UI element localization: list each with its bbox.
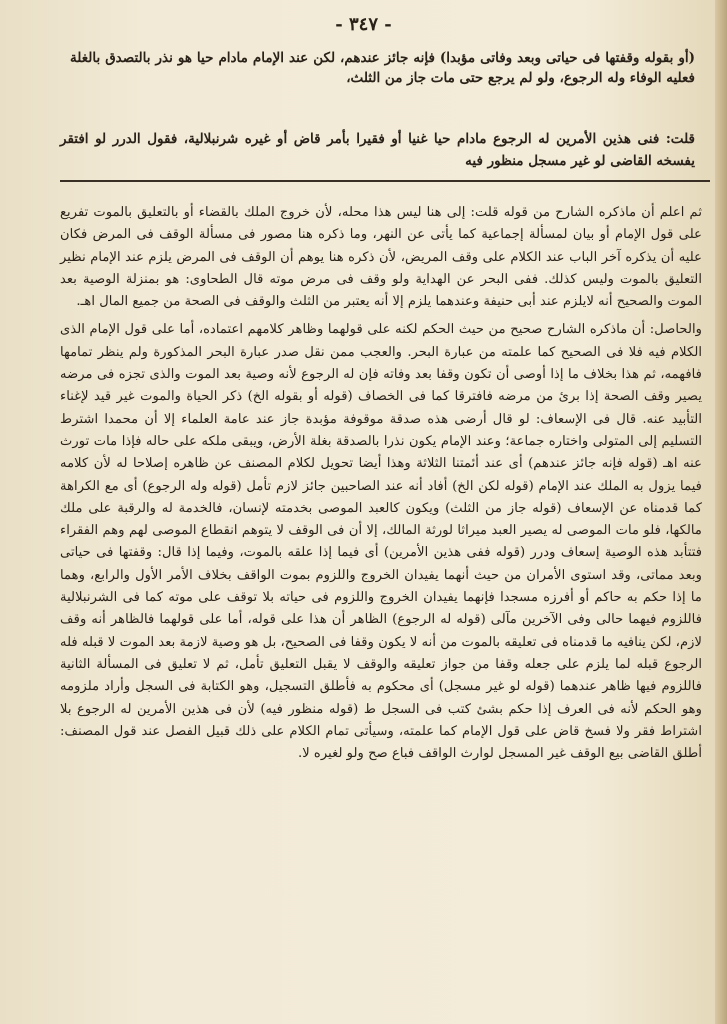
qultu-paragraph: قلت: فنى هذين الأمرين له الرجوع مادام حيا غنيا أو فقيرا بأمر قاض أو غيره شرنبلالية، فقول الدرر لو افتقر يفسخه القاضى لو غير مسجل منظور فيه xyxy=(60,131,695,169)
main-commentary-block xyxy=(60,202,702,765)
top-commentary-block xyxy=(70,48,695,88)
main-paragraph-1: ثم اعلم أن ماذكره الشارح من قوله قلت: إلى هنا ليس هذا محله، لأن خروج الملك بالقضاء أو بالتعليق بالموت تفريع على قول الإمام أو بيان لمسألة إجماعية كما يأتى عن النهر، وما ذكره هنا مصور فى مسألة الوقف فى المرض فكان عليه أن يذكره آخر الباب عند الكلام على وقف المريض، لأن ذكره هنا يوهم أن الوقف فى المرض يلزم عند الإمام نظير التعليق بالموت وليس كذلك. ففى البحر عن الهداية ولو وقف فى مرض موته قال الطحاوى: هو بمنزلة الوصية بعد الموت والصحيح أنه لايلزم عند أبى حنيفة وعندهما يلزم إلا أنه يعتبر من الثلث والوقف فى الصحة من جميع المال اهـ. xyxy=(60,205,702,310)
top-commentary-paragraph: (أو بقوله وقفتها فى حياتى وبعد وفاتى مؤبدا) فإنه جائز عندهم، لكن عند الإمام مادام حيا هو نذر بالتصدق بالغلة فعليه الوفاء وله الرجوع، ولو لم يرجع حتى مات جاز من الثلث، xyxy=(70,50,695,86)
qultu-block xyxy=(60,128,695,172)
page-number: - ٣٤٧ - xyxy=(335,14,392,35)
section-divider xyxy=(60,180,710,182)
book-spine-edge xyxy=(715,0,727,1024)
main-paragraph-2: والحاصل: أن ماذكره الشارح صحيح من حيث الحكم لكنه على قولهما وظاهر كلامهم اعتماده، أما على قول الإمام الذى الكلام فيه فلا فى الصحيح كما علمته من عبارة البحر. والعجب ممن نقل صدر عبارة البحر المذكورة ولم ينظر تمامها فافهمه، ثم هذا بخلاف ما إذا أوصى أن تكون وقفا بعد وفاته فإن له الرجوع لأنه وصية بعد الموت والذى تجزه فى مرضه يصير وقف الصحة إذا برئ من مرضه فافترقا كما فى الخصاف (قوله أو بقوله الخ) ذكر الحياة والموت غير قيد لإغناء التأبيد عنه. قال فى الإسعاف: لو قال أرضى هذه صدقة موقوفة مؤبدة جاز عند عامة العلماء إلا أن محمدا اشترط التسليم إلى المتولى واختاره جماعة؛ وعند الإمام يكون نذرا بالصدقة بغلة الأرض، ويبقى ملكه على حاله فإذا مات تورث عنه اهـ (قوله فإنه جائز عندهم) أى عند أئمتنا الثلاثة وهذا أيضا تحويل لكلام المصنف عن ظاهره إصلاحا له لأن كلامه فيما يزول به الملك عند الإمام (قوله لكن الخ) أفاد أنه عند الصاحبين جائز لازم تأمل (قوله وله الرجوع) أى مع الكراهة كما قدمناه عن الإسعاف (قوله جاز من الثلث) ويكون كالعبد الموصى بخدمته لإنسان، فالخدمة له والرقبة على ملك مالكها، فلو مات الموصى له يصير العبد ميراثا لورثة المالك، إلا أن فى الوقف لا يتوهم انقطاع الموصى لهم وهم الفقراء فتتأبد هذه الوصية إسعاف ودرر (قوله ففى هذين الأمرين) أى فيما إذا علقه بالموت، وفيما إذا قال: وقفتها فى حياتى وبعد مماتى، وقد استوى الأمران من حيث أنهما يفيدان الخروج واللزوم بموت الواقف بخلاف الأمر الأول والرابع، وهما ما إذا حكم به حاكم أو أفرزه مسجدا فإنهما يفيدان الخروج واللزوم فى حياته بلا توقف على موته كما فى الشرنبلالية فاللزوم فيهما حالى وفى الآخرين مآلى (قوله له الرجوع) الظاهر أن هذا على قوله، أما على قولهما فالظاهر أنه وقف لازم، لكن ينافيه ما قدمناه فى تعليقه بالموت من أنه لا يكون وقفا فى الصحيح، بل هو وصية لازمة بعد الموت لا قبله فله الرجوع قبله لما يلزم على جعله وقفا من جواز تعليقه والوقف لا يقبل التعليق تأمل، ثم لا تعليق فى المسألة الثانية فاللزوم فيها ظاهر عندهما (قوله لو غير مسجل) أى محكوم به فأطلق التسجيل، وهو الكتابة فى السجل وأراد ملزومه وهو الحكم لأنه فى العرف إذا حكم بشئ كتب فى السجل ط (قوله منظور فيه) لأن فى هذين الأمرين له الرجوع بلا اشتراط فقر ولا فسخ قاض على قول الإمام كما علمته، وسيأتى تمام الكلام على ذلك قبيل الفصل عند قول المصنف: أطلق القاضى بيع الوقف غير المسجل لوارث الواقف فباع صح ولو لغيره لا. xyxy=(60,322,702,762)
